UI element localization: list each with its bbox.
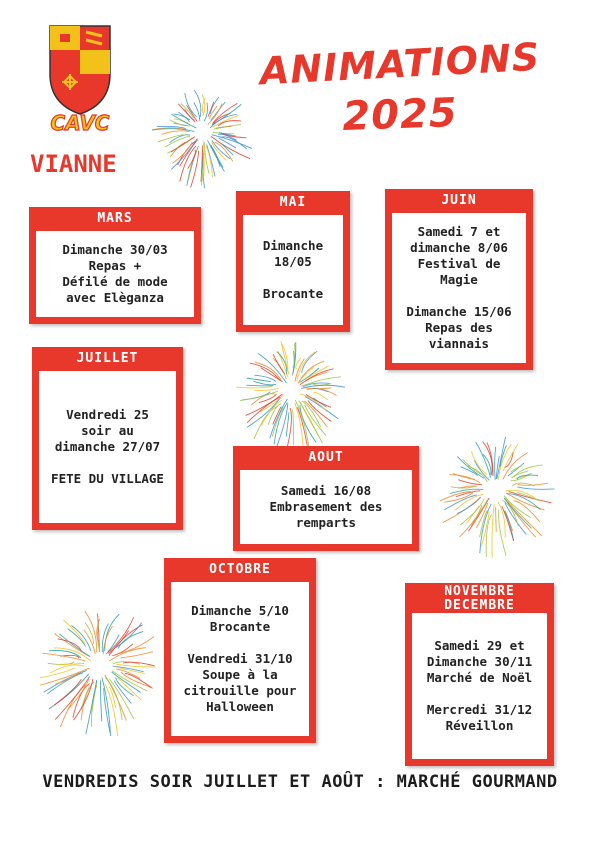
firework-streak (194, 90, 201, 117)
month-label: JUILLET (76, 351, 139, 366)
firework-streak (214, 124, 241, 129)
month-label (412, 583, 547, 613)
event-text: Samedi 16/08 Embrasement des remparts (269, 483, 383, 530)
firework-streak (517, 487, 554, 489)
firework-streak (459, 505, 481, 537)
firework-streak (293, 410, 294, 446)
event-text: Dimanche 30/03 Repas + Défilé de mode avec Elèganza (62, 242, 168, 305)
event-text: FETE DU VILLAGE (51, 471, 164, 486)
month-card-novembre-decembre (405, 583, 554, 766)
firework-streak (105, 675, 127, 721)
firework-streak (92, 681, 97, 714)
firework-streak (161, 131, 189, 135)
poster-title: ANIMATIONS (258, 34, 542, 94)
firework-streak (246, 385, 273, 386)
month-label: MAI (279, 195, 307, 210)
firework-streak (287, 408, 291, 448)
month-label-text: NOVEMBRE DECEMBRE (444, 584, 515, 613)
month-card-octobre (164, 558, 316, 743)
fireworks-icon (430, 420, 560, 560)
firework-streak (277, 352, 287, 375)
event-text: Samedi 7 et dimanche 8/06 Festival de Magie (410, 224, 508, 287)
event-text: Brocante (262, 286, 324, 301)
firework-streak (495, 447, 496, 480)
crest-logo-text: CAVC (50, 111, 110, 132)
firework-streak (314, 392, 328, 400)
firework-streak (496, 507, 497, 532)
firework-streak (242, 392, 271, 400)
firework-streak (112, 672, 141, 693)
firework-streak (59, 634, 90, 657)
firework-streak (300, 369, 334, 385)
firework-streak (502, 506, 514, 541)
event-text: Dimanche 15/06 Repas des viannais (406, 304, 512, 351)
month-card-juillet (32, 347, 183, 530)
firework-streak (259, 394, 277, 403)
month-label: MARS (97, 211, 133, 226)
month-label: AOUT (308, 450, 344, 465)
event-text: Mercredi 31/12 Réveillon (426, 702, 533, 733)
fireworks-icon (30, 596, 170, 736)
month-card-aout (233, 446, 419, 551)
firework-streak (68, 629, 86, 647)
footer-banner: VENDREDIS SOIR JUILLET ET AOÛT : MARCHÉ GOURMAND (42, 772, 558, 792)
town-name: VIANNE (30, 150, 117, 178)
firework-streak (254, 388, 278, 390)
firework-streak (492, 504, 494, 558)
firework-streak (486, 514, 491, 557)
event-text: Dimanche 18/05 (262, 238, 324, 269)
month-card-juin (385, 189, 533, 370)
event-text: Samedi 29 et Dimanche 30/11 Marché de Noël (426, 638, 533, 685)
firework-streak (60, 663, 84, 664)
firework-streak (100, 680, 101, 721)
event-text: Dimanche 5/10 Brocante (191, 603, 289, 634)
firework-streak (253, 381, 276, 385)
firework-streak (236, 386, 272, 387)
firework-streak (247, 378, 271, 382)
poster-year: 2025 (341, 90, 459, 140)
fireworks-icon (212, 330, 372, 450)
month-label: OCTOBRE (209, 562, 271, 577)
firework-streak (295, 403, 304, 450)
month-label: JUIN (441, 193, 477, 208)
event-text: Vendredi 31/10 Soupe à la citrouille pour Halloween (183, 651, 297, 714)
event-text: Vendredi 25 soir au dimanche 27/07 (54, 407, 161, 454)
firework-streak (158, 135, 184, 143)
town-crest-logo (46, 22, 116, 132)
firework-streak (218, 121, 241, 127)
firework-streak (102, 624, 108, 652)
month-card-mai (236, 191, 350, 332)
firework-streak (178, 112, 189, 120)
fireworks-icon (148, 78, 258, 188)
firework-streak (286, 412, 289, 436)
month-card-mars (29, 207, 201, 324)
firework-streak (47, 673, 83, 694)
firework-streak (508, 463, 524, 476)
